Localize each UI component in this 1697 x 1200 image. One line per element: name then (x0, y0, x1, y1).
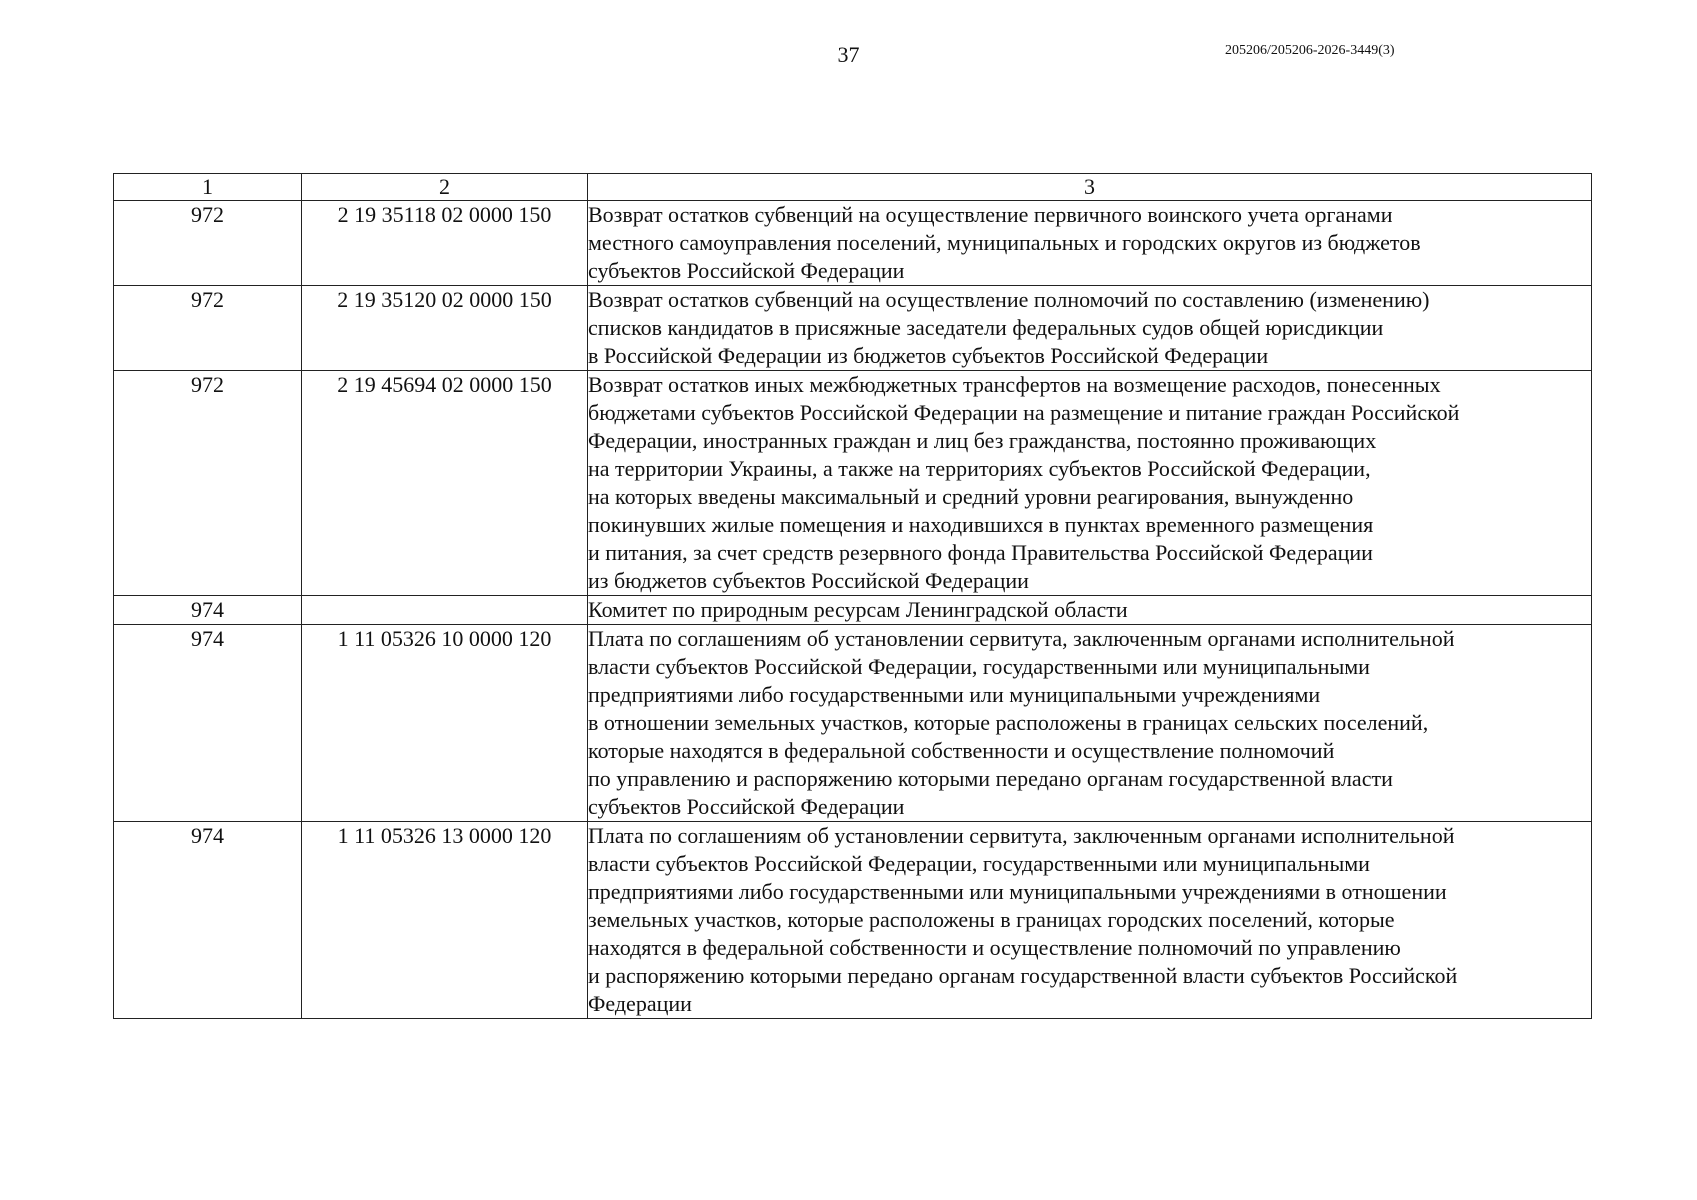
description-line: субъектов Российской Федерации (588, 794, 905, 819)
description-line: земельных участков, которые расположены в границах городских поселений, которые (588, 907, 1395, 932)
description-cell (588, 596, 1592, 625)
budget-classification-code-cell: 2 19 35120 02 0000 150 (302, 286, 588, 371)
table-row (114, 625, 1592, 822)
description-cell (588, 201, 1592, 286)
description-cell (588, 371, 1592, 596)
description-line: Плата по соглашениям об установлении сервитута, заключенным органами исполнительной (588, 626, 1455, 651)
description-line: и распоряжению которыми передано органам государственной власти субъектов Российской (588, 963, 1458, 988)
budget-classification-code-cell: 2 19 35118 02 0000 150 (302, 201, 588, 286)
budget-classification-code-cell: 1 11 05326 13 0000 120 (302, 822, 588, 1019)
budget-classification-code-cell: 2 19 45694 02 0000 150 (302, 371, 588, 596)
admin-code-cell: 974 (114, 596, 302, 625)
description-line: и питания, за счет средств резервного фонда Правительства Российской Федерации (588, 540, 1373, 565)
description-line: Возврат остатков иных межбюджетных трансфертов на возмещение расходов, понесенных (588, 372, 1441, 397)
description-line: власти субъектов Российской Федерации, государственными или муниципальными (588, 851, 1370, 876)
admin-code-cell: 972 (114, 371, 302, 596)
document-id: 205206/205206-2026-3449(3) (1225, 43, 1395, 58)
description-line: Возврат остатков субвенций на осуществление полномочий по составлению (изменению) (588, 287, 1430, 312)
page-number: 37 (837, 42, 860, 67)
admin-code-cell: 974 (114, 822, 302, 1019)
budget-classification-code-cell: 1 11 05326 10 0000 120 (302, 625, 588, 822)
description-line: местного самоуправления поселений, муниципальных и городских округов из бюджетов (588, 230, 1421, 255)
description-cell (588, 286, 1592, 371)
description-line: списков кандидатов в присяжные заседатели федеральных судов общей юрисдикции (588, 315, 1384, 340)
description-line: находятся в федеральной собственности и осуществление полномочий по управлению (588, 935, 1401, 960)
table-body (114, 201, 1592, 1019)
admin-code-cell: 972 (114, 201, 302, 286)
table-row (114, 286, 1592, 371)
description-cell (588, 822, 1592, 1019)
description-line: субъектов Российской Федерации (588, 258, 905, 283)
column-header-2: 2 (302, 174, 588, 201)
table-row (114, 201, 1592, 286)
table-row (114, 371, 1592, 596)
description-line: на которых введены максимальный и средний уровни реагирования, вынужденно (588, 484, 1354, 509)
description-cell (588, 625, 1592, 822)
admin-code-cell: 972 (114, 286, 302, 371)
revenue-codes-table (113, 173, 1592, 1019)
description-line: Федерации, иностранных граждан и лиц без гражданства, постоянно проживающих (588, 428, 1377, 453)
column-header-1: 1 (114, 174, 302, 201)
description-line: Возврат остатков субвенций на осуществление первичного воинского учета органами (588, 202, 1393, 227)
description-line: предприятиями либо государственными или муниципальными учреждениями в отношении (588, 879, 1447, 904)
column-header-3: 3 (588, 174, 1592, 201)
description-line: бюджетами субъектов Российской Федерации на размещение и питание граждан Российской (588, 400, 1460, 425)
description-line: власти субъектов Российской Федерации, государственными или муниципальными (588, 654, 1370, 679)
description-line: Плата по соглашениям об установлении сервитута, заключенным органами исполнительной (588, 823, 1455, 848)
description-line: по управлению и распоряжению которыми передано органам государственной власти (588, 766, 1393, 791)
table-row (114, 596, 1592, 625)
description-line: Комитет по природным ресурсам Ленинградской области (588, 597, 1128, 622)
table-header-row (114, 174, 1592, 201)
description-line: предприятиями либо государственными или муниципальными учреждениями (588, 682, 1321, 707)
admin-code-cell: 974 (114, 625, 302, 822)
description-line: на территории Украины, а также на территориях субъектов Российской Федерации, (588, 456, 1371, 481)
description-line: в отношении земельных участков, которые расположены в границах сельских поселений, (588, 710, 1429, 735)
description-line: из бюджетов субъектов Российской Федерации (588, 568, 1029, 593)
description-line: покинувших жилые помещения и находившихся в пунктах временного размещения (588, 512, 1374, 537)
description-line: которые находятся в федеральной собственности и осуществление полномочий (588, 738, 1335, 763)
description-line: в Российской Федерации из бюджетов субъектов Российской Федерации (588, 343, 1269, 368)
budget-classification-code-cell (302, 596, 588, 625)
table-row (114, 822, 1592, 1019)
description-line: Федерации (588, 991, 692, 1016)
